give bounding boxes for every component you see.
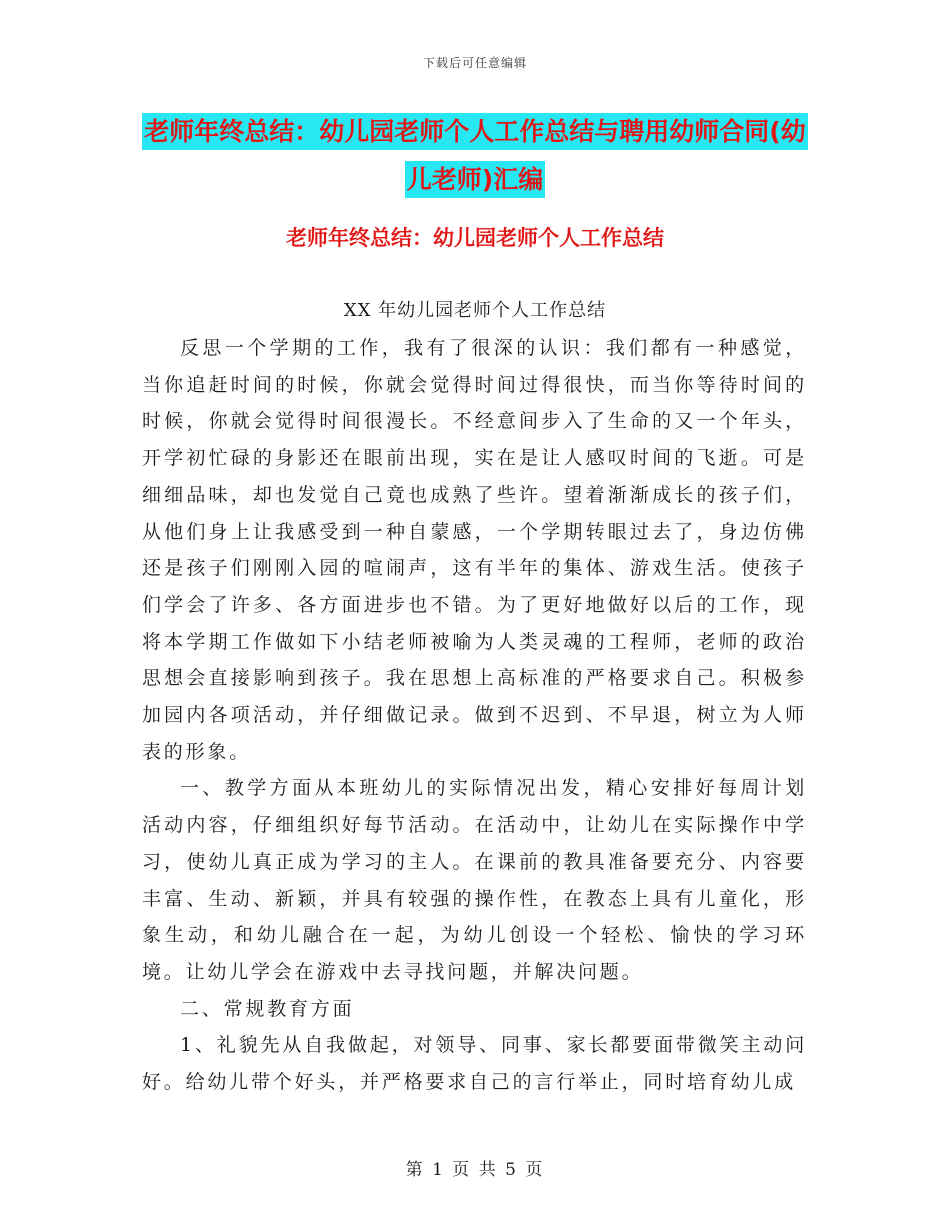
header-note: 下载后可任意编辑 bbox=[422, 56, 527, 70]
page-footer: 第 1 页 共 5 页 bbox=[405, 1160, 545, 1180]
body-text bbox=[142, 330, 807, 1101]
paragraph: 反思一个学期的工作，我有了很深的认识：我们都有一种感觉，当你追赶时间的时候，你就会觉得时间过得很快，而当你等待时间的时候，你就会觉得时间很漫长。不经意间步入了生命的又一个年头，开学初忙碌的身影还在眼前出现，实在是让人感叹时间的飞逝。可是细细品味，却也发觉自己竟也成熟了些许。望着渐渐成长的孩子们，从他们身上让我感受到一种自蒙感，一个学期转眼过去了，身边仿佛还是孩子们刚刚入园的喧闹声，这有半年的集体、游戏生活。使孩子们学会了许多、各方面进步也不错。为了更好地做好以后的工作，现将本学期工作做如下小结老师被喻为人类灵魂的工程师，老师的政治思想会直接影响到孩子。我在思想上高标准的严格要求自己。积极参加园内各项活动，并仔细做记录。做到不迟到、不早退，树立为人师表的形象。 bbox=[142, 337, 807, 763]
paragraph: 一、教学方面从本班幼儿的实际情况出发，精心安排好每周计划活动内容，仔细组织好每节活动。在活动中，让幼儿在实际操作中学习，使幼儿真正成为学习的主人。在课前的教具准备要充分、内容要丰富、生动、新颖，并具有较强的操作性，在教态上具有儿童化，形象生动，和幼儿融合在一起，为幼儿创设一个轻松、愉快的学习环境。让幼儿学会在游戏中去寻找问题，并解决问题。 bbox=[142, 777, 807, 983]
sub-title: XX 年幼儿园老师个人工作总结 bbox=[343, 300, 607, 321]
paragraph: 二、常规教育方面 bbox=[180, 997, 355, 1020]
section-title: 老师年终总结：幼儿园老师个人工作总结 bbox=[286, 226, 664, 250]
paragraph: 1、礼貌先从自我做起，对领导、同事、家长都要面带微笑主动问好。给幼儿带个好头，并严格要求自己的言行举止，同时培育幼儿成 bbox=[142, 1034, 807, 1094]
document-title bbox=[140, 108, 810, 204]
document-title-text: 老师年终总结：幼儿园老师个人工作总结与聘用幼师合同(幼儿老师)汇编 bbox=[142, 113, 807, 198]
